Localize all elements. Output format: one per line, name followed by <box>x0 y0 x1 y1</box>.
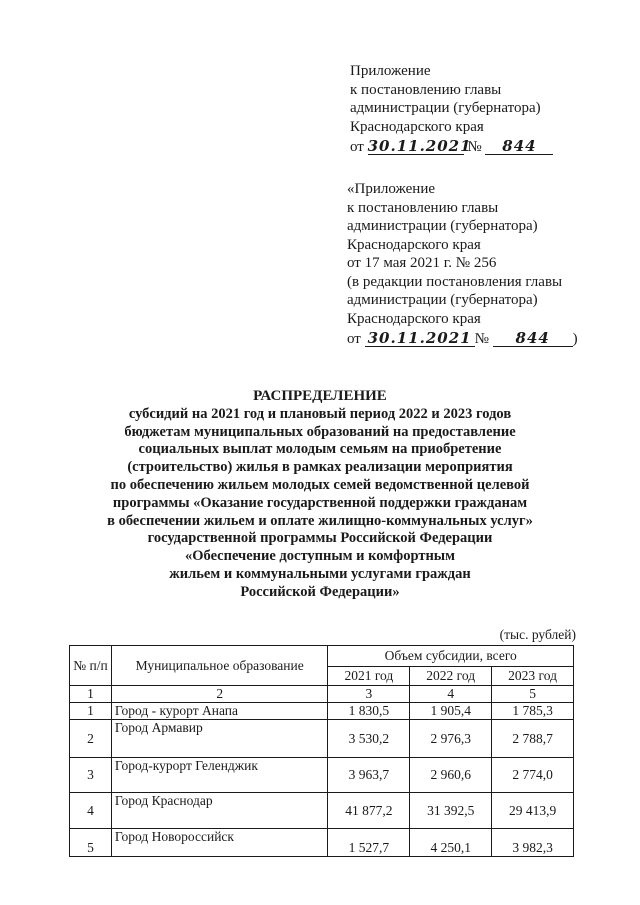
row-value-2021: 3 963,7 <box>328 758 410 793</box>
date-prefix: от <box>350 139 364 155</box>
row-number: 1 <box>70 703 112 720</box>
row-value-2022: 31 392,5 <box>410 793 492 829</box>
header-num: № п/п <box>70 646 112 686</box>
column-number: 4 <box>410 686 492 703</box>
row-value-2022: 4 250,1 <box>410 829 492 857</box>
appendix-line: к постановлению главы <box>347 199 499 216</box>
appendix-line: Краснодарского края <box>350 118 484 135</box>
column-number: 1 <box>70 686 112 703</box>
row-value-2023: 2 788,7 <box>492 720 574 758</box>
title-line: по обеспечению жильем молодых семей ведомственной целевой <box>110 476 530 493</box>
row-value-2023: 3 982,3 <box>492 829 574 857</box>
table-row <box>70 720 574 758</box>
number-prefix: № <box>467 139 482 155</box>
date-prefix: от <box>347 331 361 347</box>
title-heading: РАСПРЕДЕЛЕНИЕ <box>253 388 387 404</box>
title-line: (строительство) жилья в рамках реализации мероприятия <box>127 459 513 476</box>
appendix-date-line <box>347 330 578 349</box>
row-value-2021: 41 877,2 <box>328 793 410 829</box>
closing-paren: ) <box>572 331 578 347</box>
appendix-line: от 17 мая 2021 г. № 256 <box>347 255 497 271</box>
column-number: 5 <box>492 686 574 703</box>
appendix-line: Краснодарского края <box>347 310 481 327</box>
unit-label: (тыс. рублей) <box>499 627 576 642</box>
appendix-line: Краснодарского края <box>347 236 481 253</box>
table-row <box>70 758 574 793</box>
title-line: бюджетам муниципальных образований на предоставление <box>124 423 516 440</box>
title-line: в обеспечении жильем и оплате жилищно-коммунальных услуг» <box>107 512 533 529</box>
row-number: 2 <box>70 720 112 758</box>
appendix-line: к постановлению главы <box>350 81 502 98</box>
title-line: программы «Оказание государственной поддержки гражданам <box>112 494 528 511</box>
title-line: субсидий на 2021 год и плановый период 2022 и 2023 годов <box>128 405 512 422</box>
title-line: жильем и коммунальными услугами граждан <box>169 565 471 582</box>
appendix-block <box>350 62 553 157</box>
row-number: 5 <box>70 829 112 857</box>
row-municipality: Город Армавир <box>111 720 328 758</box>
appendix-line: администрации (губернатора) <box>347 292 538 308</box>
table-row <box>70 703 574 720</box>
row-value-2021: 1 527,7 <box>328 829 410 857</box>
column-number-row <box>70 686 574 703</box>
row-number: 3 <box>70 758 112 793</box>
appendix-line: администрации (губернатора) <box>350 100 541 116</box>
header-2023: 2023 год <box>492 667 574 686</box>
row-value-2021: 1 830,5 <box>328 703 410 720</box>
row-value-2022: 2 976,3 <box>410 720 492 758</box>
title-line: Российской Федерации» <box>240 583 400 600</box>
row-value-2022: 2 960,6 <box>410 758 492 793</box>
handwritten-date: 30.11.2021 <box>367 137 472 155</box>
document-title <box>60 388 580 602</box>
handwritten-date: 30.11.2021 <box>365 331 475 347</box>
title-line: государственной программы Российской Федерации <box>147 530 493 547</box>
appendix-line: «Приложение <box>347 181 436 197</box>
subsidy-table <box>69 645 574 857</box>
row-number: 4 <box>70 793 112 829</box>
table-row <box>70 829 574 857</box>
handwritten-number: 844 <box>493 331 573 347</box>
title-line: «Обеспечение доступным и комфортным <box>184 548 455 565</box>
row-municipality: Город - курорт Анапа <box>111 703 328 720</box>
row-municipality: Город Краснодар <box>111 793 328 829</box>
column-number: 2 <box>111 686 328 703</box>
row-value-2023: 2 774,0 <box>492 758 574 793</box>
table-row <box>70 793 574 829</box>
appendix-line: (в редакции постановления главы <box>347 273 563 290</box>
number-prefix: № <box>474 331 489 347</box>
row-value-2023: 29 413,9 <box>492 793 574 829</box>
row-value-2022: 1 905,4 <box>410 703 492 720</box>
row-value-2023: 1 785,3 <box>492 703 574 720</box>
row-municipality: Город Новороссийск <box>111 829 328 857</box>
appendix-block-amended <box>347 180 578 349</box>
appendix-date-line <box>350 138 553 157</box>
appendix-line: Приложение <box>350 63 431 79</box>
header-2022: 2022 год <box>410 667 492 686</box>
header-municipality: Муниципальное образование <box>111 646 328 686</box>
row-municipality: Город-курорт Геленджик <box>111 758 328 793</box>
title-line: социальных выплат молодым семьям на приобретение <box>138 441 502 458</box>
handwritten-number: 844 <box>485 139 553 155</box>
header-volume: Объем субсидии, всего <box>328 646 574 667</box>
header-2021: 2021 год <box>328 667 410 686</box>
row-value-2021: 3 530,2 <box>328 720 410 758</box>
column-number: 3 <box>328 686 410 703</box>
appendix-line: администрации (губернатора) <box>347 218 538 234</box>
